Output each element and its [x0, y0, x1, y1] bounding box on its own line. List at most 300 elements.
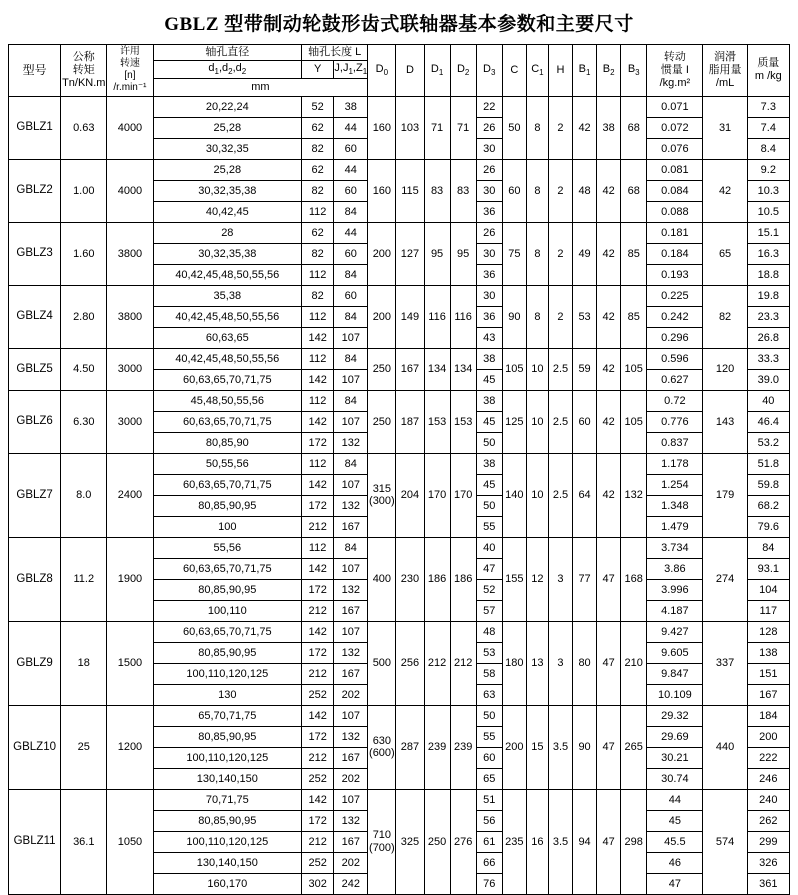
cell-mass: 10.5 — [747, 201, 789, 222]
cell-inertia: 0.296 — [647, 327, 703, 348]
cell-bore-length-J: 132 — [334, 726, 368, 747]
table-row — [9, 159, 790, 180]
cell-D3: 200 — [502, 705, 526, 789]
cell-bore-length-Y: 62 — [302, 117, 334, 138]
cell-bore-length-Y: 172 — [302, 495, 334, 516]
cell-torque: 11.2 — [61, 537, 107, 621]
cell-D0: 250 — [368, 390, 396, 453]
cell-bore-diameter: 25,28 — [153, 159, 302, 180]
cell-C1: 2 — [548, 285, 572, 348]
cell-B2: 168 — [621, 537, 647, 621]
cell-bore-length-J: 107 — [334, 369, 368, 390]
cell-bore-length-Y: 112 — [302, 264, 334, 285]
cell-bore-diameter: 100 — [153, 516, 302, 537]
cell-model: GBLZ3 — [9, 222, 61, 285]
header-bore-len-Y: Y — [302, 61, 334, 79]
cell-bore-length-J: 202 — [334, 684, 368, 705]
cell-D1: 250 — [424, 789, 450, 894]
header-B1: $B_1$ — [573, 45, 597, 97]
cell-C1: 2 — [548, 96, 572, 159]
cell-mass: 18.8 — [747, 264, 789, 285]
cell-B1: 42 — [597, 348, 621, 390]
cell-speed: 1050 — [107, 789, 153, 894]
cell-bore-diameter: 35,38 — [153, 285, 302, 306]
header-bore-length: 轴孔长度 L — [302, 45, 368, 61]
cell-bore-length-J: 132 — [334, 432, 368, 453]
cell-bore-diameter: 70,71,75 — [153, 789, 302, 810]
cell-model: GBLZ9 — [9, 621, 61, 705]
cell-bore-diameter: 30,32,35 — [153, 138, 302, 159]
cell-D3-variant: 60 — [476, 747, 502, 768]
cell-inertia: 0.081 — [647, 159, 703, 180]
cell-D1: 134 — [424, 348, 450, 390]
cell-C1: 3 — [548, 537, 572, 621]
cell-grease: 440 — [703, 705, 747, 789]
cell-D: 287 — [396, 705, 424, 789]
cell-torque: 4.50 — [61, 348, 107, 390]
cell-bore-length-J: 84 — [334, 348, 368, 369]
cell-B2: 105 — [621, 348, 647, 390]
cell-bore-diameter: 60,63,65,70,71,75 — [153, 558, 302, 579]
cell-D3-variant: 57 — [476, 600, 502, 621]
cell-D2: 239 — [450, 705, 476, 789]
cell-B1: 42 — [597, 222, 621, 285]
header-D1: $D_1$ — [424, 45, 450, 97]
cell-D3-variant: 36 — [476, 264, 502, 285]
header-D3: $D_3$ — [476, 45, 502, 97]
cell-bore-diameter: 20,22,24 — [153, 96, 302, 117]
cell-bore-length-Y: 82 — [302, 180, 334, 201]
cell-mass: 7.3 — [747, 96, 789, 117]
cell-D3-variant: 26 — [476, 159, 502, 180]
cell-bore-length-Y: 62 — [302, 222, 334, 243]
table-row — [9, 222, 790, 243]
cell-D1: 170 — [424, 453, 450, 537]
cell-D3-variant: 61 — [476, 831, 502, 852]
cell-C: 8 — [526, 159, 548, 222]
cell-H: 59 — [573, 348, 597, 390]
header-model: 型号 — [9, 45, 61, 97]
cell-D2: 134 — [450, 348, 476, 390]
cell-D3-variant: 40 — [476, 537, 502, 558]
table-row — [9, 96, 790, 117]
cell-mass: 104 — [747, 579, 789, 600]
cell-D3-variant: 65 — [476, 768, 502, 789]
cell-inertia: 0.084 — [647, 180, 703, 201]
cell-model: GBLZ5 — [9, 348, 61, 390]
cell-D: 187 — [396, 390, 424, 453]
cell-inertia: 1.178 — [647, 453, 703, 474]
cell-inertia: 47 — [647, 873, 703, 894]
cell-D0: 630 (600) — [368, 705, 396, 789]
cell-torque: 36.1 — [61, 789, 107, 894]
cell-D3: 90 — [502, 285, 526, 348]
cell-H: 53 — [573, 285, 597, 348]
cell-bore-length-J: 84 — [334, 453, 368, 474]
cell-bore-diameter: 100,110,120,125 — [153, 663, 302, 684]
cell-bore-length-Y: 172 — [302, 579, 334, 600]
cell-bore-length-Y: 62 — [302, 159, 334, 180]
cell-mass: 222 — [747, 747, 789, 768]
cell-H: 94 — [573, 789, 597, 894]
header-bore-diameter: 轴孔直径 — [153, 45, 302, 61]
cell-C: 8 — [526, 285, 548, 348]
cell-speed: 2400 — [107, 453, 153, 537]
cell-bore-length-J: 84 — [334, 306, 368, 327]
header-unit-mm: mm — [153, 78, 368, 96]
cell-D3-variant: 38 — [476, 453, 502, 474]
cell-B2: 68 — [621, 159, 647, 222]
cell-C1: 2 — [548, 159, 572, 222]
cell-inertia: 46 — [647, 852, 703, 873]
cell-inertia: 10.109 — [647, 684, 703, 705]
cell-D: 149 — [396, 285, 424, 348]
cell-mass: 167 — [747, 684, 789, 705]
cell-inertia: 0.627 — [647, 369, 703, 390]
cell-bore-length-J: 167 — [334, 747, 368, 768]
cell-bore-length-Y: 142 — [302, 474, 334, 495]
cell-bore-length-Y: 172 — [302, 432, 334, 453]
cell-mass: 8.4 — [747, 138, 789, 159]
cell-D2: 212 — [450, 621, 476, 705]
cell-D3-variant: 50 — [476, 495, 502, 516]
cell-D0: 160 — [368, 96, 396, 159]
cell-bore-length-J: 84 — [334, 201, 368, 222]
cell-mass: 151 — [747, 663, 789, 684]
cell-torque: 0.63 — [61, 96, 107, 159]
cell-mass: 7.4 — [747, 117, 789, 138]
cell-D2: 186 — [450, 537, 476, 621]
cell-inertia: 30.74 — [647, 768, 703, 789]
cell-D3: 155 — [502, 537, 526, 621]
table-row — [9, 390, 790, 411]
cell-mass: 240 — [747, 789, 789, 810]
cell-D1: 239 — [424, 705, 450, 789]
cell-speed: 4000 — [107, 159, 153, 222]
cell-bore-diameter: 60,63,65,70,71,75 — [153, 411, 302, 432]
cell-D1: 116 — [424, 285, 450, 348]
cell-torque: 2.80 — [61, 285, 107, 348]
cell-D0: 710 (700) — [368, 789, 396, 894]
cell-inertia: 3.996 — [647, 579, 703, 600]
cell-C: 10 — [526, 453, 548, 537]
cell-mass: 326 — [747, 852, 789, 873]
cell-H: 64 — [573, 453, 597, 537]
cell-bore-length-Y: 252 — [302, 768, 334, 789]
cell-speed: 4000 — [107, 96, 153, 159]
cell-D0: 160 — [368, 159, 396, 222]
cell-inertia: 0.184 — [647, 243, 703, 264]
cell-bore-diameter: 55,56 — [153, 537, 302, 558]
cell-grease: 65 — [703, 222, 747, 285]
cell-mass: 299 — [747, 831, 789, 852]
cell-bore-diameter: 100,110,120,125 — [153, 831, 302, 852]
cell-inertia: 30.21 — [647, 747, 703, 768]
cell-bore-length-Y: 252 — [302, 684, 334, 705]
cell-bore-length-J: 132 — [334, 810, 368, 831]
cell-D3: 105 — [502, 348, 526, 390]
header-C: C — [502, 45, 526, 97]
cell-D1: 71 — [424, 96, 450, 159]
cell-bore-diameter: 100,110,120,125 — [153, 747, 302, 768]
cell-D3: 235 — [502, 789, 526, 894]
cell-B1: 42 — [597, 285, 621, 348]
cell-bore-length-J: 60 — [334, 138, 368, 159]
cell-D: 115 — [396, 159, 424, 222]
header-grease: 润滑 脂用量 /mL — [703, 45, 747, 97]
cell-inertia: 9.847 — [647, 663, 703, 684]
header-torque: 公称 转矩 Tn/KN.m — [61, 45, 107, 97]
cell-C1: 2.5 — [548, 348, 572, 390]
cell-mass: 200 — [747, 726, 789, 747]
cell-bore-length-J: 38 — [334, 96, 368, 117]
cell-bore-length-Y: 212 — [302, 600, 334, 621]
cell-bore-length-Y: 82 — [302, 138, 334, 159]
cell-inertia: 44 — [647, 789, 703, 810]
cell-bore-diameter: 30,32,35,38 — [153, 180, 302, 201]
cell-model: GBLZ10 — [9, 705, 61, 789]
cell-D: 325 — [396, 789, 424, 894]
cell-mass: 15.1 — [747, 222, 789, 243]
cell-model: GBLZ11 — [9, 789, 61, 894]
cell-B2: 68 — [621, 96, 647, 159]
cell-bore-length-J: 84 — [334, 264, 368, 285]
cell-bore-diameter: 80,85,90,95 — [153, 495, 302, 516]
cell-B2: 85 — [621, 285, 647, 348]
cell-bore-length-J: 44 — [334, 117, 368, 138]
cell-bore-diameter: 100,110 — [153, 600, 302, 621]
cell-D3-variant: 26 — [476, 222, 502, 243]
cell-model: GBLZ4 — [9, 285, 61, 348]
cell-grease: 143 — [703, 390, 747, 453]
cell-H: 49 — [573, 222, 597, 285]
cell-bore-diameter: 80,85,90,95 — [153, 726, 302, 747]
cell-inertia: 0.076 — [647, 138, 703, 159]
cell-B1: 47 — [597, 621, 621, 705]
cell-D2: 276 — [450, 789, 476, 894]
cell-bore-diameter: 80,85,90,95 — [153, 579, 302, 600]
cell-grease: 31 — [703, 96, 747, 159]
cell-mass: 33.3 — [747, 348, 789, 369]
cell-B2: 105 — [621, 390, 647, 453]
cell-bore-length-Y: 212 — [302, 516, 334, 537]
cell-mass: 53.2 — [747, 432, 789, 453]
header-inertia: 转动 惯量 I /kg.m² — [647, 45, 703, 97]
cell-inertia: 4.187 — [647, 600, 703, 621]
cell-torque: 1.60 — [61, 222, 107, 285]
spec-table-body — [9, 45, 790, 895]
cell-bore-length-J: 107 — [334, 705, 368, 726]
cell-D3: 60 — [502, 159, 526, 222]
cell-D: 167 — [396, 348, 424, 390]
cell-model: GBLZ1 — [9, 96, 61, 159]
cell-bore-length-J: 60 — [334, 285, 368, 306]
cell-D1: 186 — [424, 537, 450, 621]
cell-inertia: 0.837 — [647, 432, 703, 453]
cell-speed: 1900 — [107, 537, 153, 621]
cell-bore-length-Y: 112 — [302, 453, 334, 474]
cell-H: 90 — [573, 705, 597, 789]
cell-mass: 79.6 — [747, 516, 789, 537]
cell-C: 15 — [526, 705, 548, 789]
header-speed: 许用 转速 [n] /r.min⁻¹ — [107, 45, 153, 97]
cell-D3-variant: 56 — [476, 810, 502, 831]
cell-H: 42 — [573, 96, 597, 159]
cell-inertia: 9.605 — [647, 642, 703, 663]
cell-speed: 1500 — [107, 621, 153, 705]
cell-C1: 2.5 — [548, 453, 572, 537]
header-D: D — [396, 45, 424, 97]
cell-H: 60 — [573, 390, 597, 453]
cell-bore-length-J: 84 — [334, 537, 368, 558]
cell-bore-length-Y: 212 — [302, 663, 334, 684]
cell-D: 204 — [396, 453, 424, 537]
cell-bore-length-J: 202 — [334, 768, 368, 789]
cell-D2: 83 — [450, 159, 476, 222]
cell-D0: 315 (300) — [368, 453, 396, 537]
cell-B1: 42 — [597, 159, 621, 222]
cell-D3-variant: 63 — [476, 684, 502, 705]
cell-torque: 1.00 — [61, 159, 107, 222]
cell-bore-length-Y: 302 — [302, 873, 334, 894]
cell-mass: 117 — [747, 600, 789, 621]
cell-bore-diameter: 60,63,65,70,71,75 — [153, 621, 302, 642]
cell-inertia: 0.72 — [647, 390, 703, 411]
cell-D3-variant: 55 — [476, 516, 502, 537]
cell-inertia: 29.69 — [647, 726, 703, 747]
cell-inertia: 45.5 — [647, 831, 703, 852]
cell-model: GBLZ7 — [9, 453, 61, 537]
cell-D3-variant: 50 — [476, 432, 502, 453]
cell-mass: 40 — [747, 390, 789, 411]
cell-D3-variant: 36 — [476, 201, 502, 222]
cell-speed: 1200 — [107, 705, 153, 789]
cell-bore-diameter: 40,42,45,48,50,55,56 — [153, 264, 302, 285]
cell-bore-length-Y: 172 — [302, 642, 334, 663]
table-row — [9, 789, 790, 810]
cell-grease: 120 — [703, 348, 747, 390]
cell-B1: 47 — [597, 789, 621, 894]
cell-inertia: 0.181 — [647, 222, 703, 243]
cell-B1: 47 — [597, 705, 621, 789]
cell-D0: 200 — [368, 285, 396, 348]
cell-D: 103 — [396, 96, 424, 159]
cell-D3-variant: 36 — [476, 306, 502, 327]
cell-inertia: 0.596 — [647, 348, 703, 369]
cell-C: 8 — [526, 222, 548, 285]
cell-D: 256 — [396, 621, 424, 705]
cell-model: GBLZ6 — [9, 390, 61, 453]
cell-mass: 16.3 — [747, 243, 789, 264]
cell-mass: 68.2 — [747, 495, 789, 516]
cell-D1: 153 — [424, 390, 450, 453]
cell-bore-diameter: 30,32,35,38 — [153, 243, 302, 264]
cell-mass: 361 — [747, 873, 789, 894]
cell-bore-length-Y: 112 — [302, 306, 334, 327]
cell-D3-variant: 30 — [476, 180, 502, 201]
cell-bore-diameter: 25,28 — [153, 117, 302, 138]
cell-bore-length-Y: 172 — [302, 810, 334, 831]
cell-H: 48 — [573, 159, 597, 222]
cell-D3-variant: 58 — [476, 663, 502, 684]
cell-inertia: 0.776 — [647, 411, 703, 432]
cell-D3-variant: 45 — [476, 474, 502, 495]
header-mass: 质量 m /kg — [747, 45, 789, 97]
cell-B2: 85 — [621, 222, 647, 285]
cell-inertia: 0.242 — [647, 306, 703, 327]
cell-B1: 38 — [597, 96, 621, 159]
cell-bore-length-J: 202 — [334, 852, 368, 873]
header-bore-len-J: $J,J_1,Z_1$ — [334, 61, 368, 79]
cell-bore-length-J: 132 — [334, 579, 368, 600]
cell-bore-length-J: 242 — [334, 873, 368, 894]
cell-bore-diameter: 40,42,45,48,50,55,56 — [153, 348, 302, 369]
cell-D3-variant: 30 — [476, 138, 502, 159]
cell-D: 127 — [396, 222, 424, 285]
cell-bore-diameter: 130 — [153, 684, 302, 705]
cell-bore-diameter: 80,85,90,95 — [153, 642, 302, 663]
cell-D3-variant: 22 — [476, 96, 502, 117]
cell-H: 77 — [573, 537, 597, 621]
cell-grease: 337 — [703, 621, 747, 705]
cell-inertia: 0.071 — [647, 96, 703, 117]
cell-bore-length-Y: 112 — [302, 390, 334, 411]
cell-inertia: 29.32 — [647, 705, 703, 726]
cell-D3-variant: 38 — [476, 390, 502, 411]
cell-speed: 3000 — [107, 390, 153, 453]
cell-bore-length-J: 107 — [334, 789, 368, 810]
cell-D3: 180 — [502, 621, 526, 705]
cell-D3-variant: 45 — [476, 369, 502, 390]
cell-bore-diameter: 60,63,65,70,71,75 — [153, 474, 302, 495]
cell-D2: 116 — [450, 285, 476, 348]
header-B3: $B_3$ — [621, 45, 647, 97]
cell-inertia: 0.088 — [647, 201, 703, 222]
table-row — [9, 537, 790, 558]
cell-torque: 6.30 — [61, 390, 107, 453]
cell-bore-length-Y: 142 — [302, 327, 334, 348]
table-row — [9, 453, 790, 474]
cell-bore-length-J: 107 — [334, 621, 368, 642]
cell-bore-diameter: 130,140,150 — [153, 852, 302, 873]
cell-bore-length-Y: 112 — [302, 537, 334, 558]
cell-model: GBLZ2 — [9, 159, 61, 222]
cell-D1: 83 — [424, 159, 450, 222]
cell-bore-length-Y: 112 — [302, 201, 334, 222]
cell-B2: 265 — [621, 705, 647, 789]
cell-mass: 51.8 — [747, 453, 789, 474]
cell-C: 13 — [526, 621, 548, 705]
cell-D3-variant: 50 — [476, 705, 502, 726]
cell-D3: 50 — [502, 96, 526, 159]
header-D0: $D_0$ — [368, 45, 396, 97]
cell-D: 230 — [396, 537, 424, 621]
cell-bore-length-Y: 142 — [302, 705, 334, 726]
cell-bore-length-Y: 142 — [302, 558, 334, 579]
cell-D2: 71 — [450, 96, 476, 159]
cell-C1: 2.5 — [548, 390, 572, 453]
cell-D2: 153 — [450, 390, 476, 453]
cell-mass: 10.3 — [747, 180, 789, 201]
cell-bore-length-Y: 112 — [302, 348, 334, 369]
cell-bore-diameter: 160,170 — [153, 873, 302, 894]
cell-bore-length-J: 107 — [334, 474, 368, 495]
cell-speed: 3000 — [107, 348, 153, 390]
cell-D3-variant: 30 — [476, 243, 502, 264]
cell-inertia: 1.479 — [647, 516, 703, 537]
cell-model: GBLZ8 — [9, 537, 61, 621]
cell-bore-length-Y: 82 — [302, 285, 334, 306]
